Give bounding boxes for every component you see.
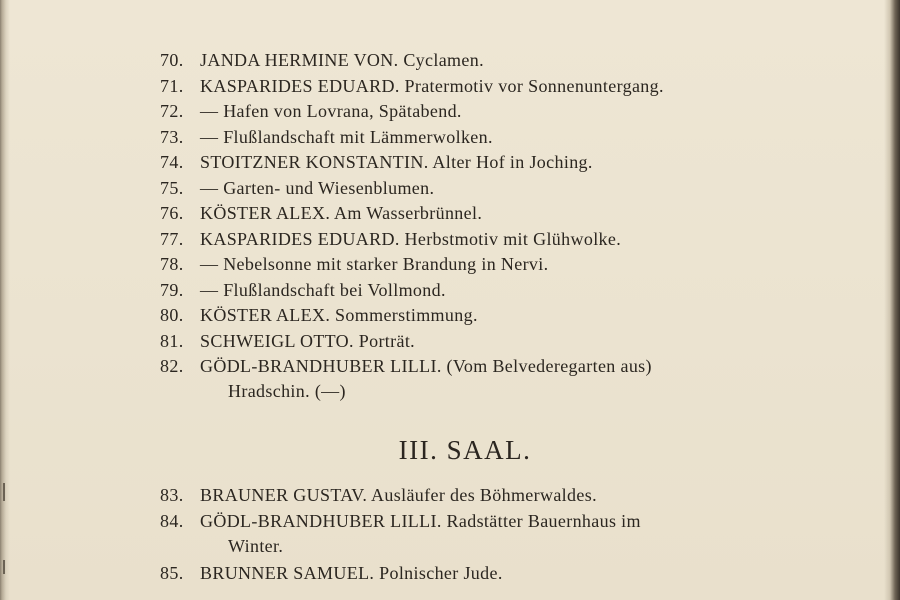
entry-text: KASPARIDES EDUARD. Pratermotiv vor Sonnenuntergang. (200, 76, 664, 96)
catalog-entry (160, 303, 770, 328)
entry-text: KÖSTER ALEX. Sommerstimmung. (200, 305, 478, 325)
entry-continuation: Hradschin. (—) (228, 381, 346, 401)
entry-text: — Flußlandschaft bei Vollmond. (200, 280, 446, 300)
catalog-entry (160, 509, 770, 559)
entry-number: 75. (160, 178, 184, 198)
catalog-entry (160, 201, 770, 226)
entry-number: 78. (160, 254, 184, 274)
entry-number: 79. (160, 280, 184, 300)
entry-text: STOITZNER KONSTANTIN. Alter Hof in Joching. (200, 152, 593, 172)
catalog-entry (160, 150, 770, 175)
catalog-entry (160, 74, 770, 99)
catalog-entry (160, 125, 770, 150)
entry-number: 74. (160, 152, 184, 172)
entry-text: — Hafen von Lovrana, Spätabend. (200, 101, 462, 121)
entry-number: 81. (160, 331, 184, 351)
entry-number: 77. (160, 229, 184, 249)
entry-number: 70. (160, 50, 184, 70)
entry-number: 85. (160, 563, 184, 583)
entry-continuation: Winter. (228, 536, 284, 556)
entry-text: GÖDL-BRANDHUBER LILLI. Radstätter Bauernhaus im (200, 511, 641, 531)
catalog-entry (160, 227, 770, 252)
entry-text: GÖDL-BRANDHUBER LILLI. (Vom Belvederegarten aus) (200, 356, 652, 376)
entry-text: KÖSTER ALEX. Am Wasserbrünnel. (200, 203, 483, 223)
catalog-entry (160, 176, 770, 201)
entry-number: 73. (160, 127, 184, 147)
entry-number: 84. (160, 511, 184, 531)
entry-number: 72. (160, 101, 184, 121)
catalog-entry (160, 99, 770, 124)
entry-text: BRAUNER GUSTAV. Ausläufer des Böhmerwaldes. (200, 485, 597, 505)
catalog-entry (160, 329, 770, 354)
entry-number: 80. (160, 305, 184, 325)
catalog-entry (160, 252, 770, 277)
entry-text: — Nebelsonne mit starker Brandung in Nervi. (200, 254, 549, 274)
entry-text: KASPARIDES EDUARD. Herbstmotiv mit Glühwolke. (200, 229, 622, 249)
catalog-entry (160, 48, 770, 73)
section-heading: III. SAAL. (398, 435, 532, 465)
entry-number: 76. (160, 203, 184, 223)
entry-number: 71. (160, 76, 184, 96)
catalog-entry (160, 354, 770, 404)
catalog-entry (160, 278, 770, 303)
entry-text: — Garten- und Wiesenblumen. (200, 178, 435, 198)
catalog-entry (160, 483, 770, 508)
entry-text: SCHWEIGL OTTO. Porträt. (200, 331, 416, 351)
catalog-entry (160, 561, 770, 586)
entry-text: BRUNNER SAMUEL. Polnischer Jude. (200, 563, 503, 583)
entry-text: JANDA HERMINE VON. Cyclamen. (200, 50, 484, 70)
entry-number: 82. (160, 356, 184, 376)
entry-text: — Flußlandschaft mit Lämmerwolken. (200, 127, 493, 147)
entry-number: 83. (160, 485, 184, 505)
